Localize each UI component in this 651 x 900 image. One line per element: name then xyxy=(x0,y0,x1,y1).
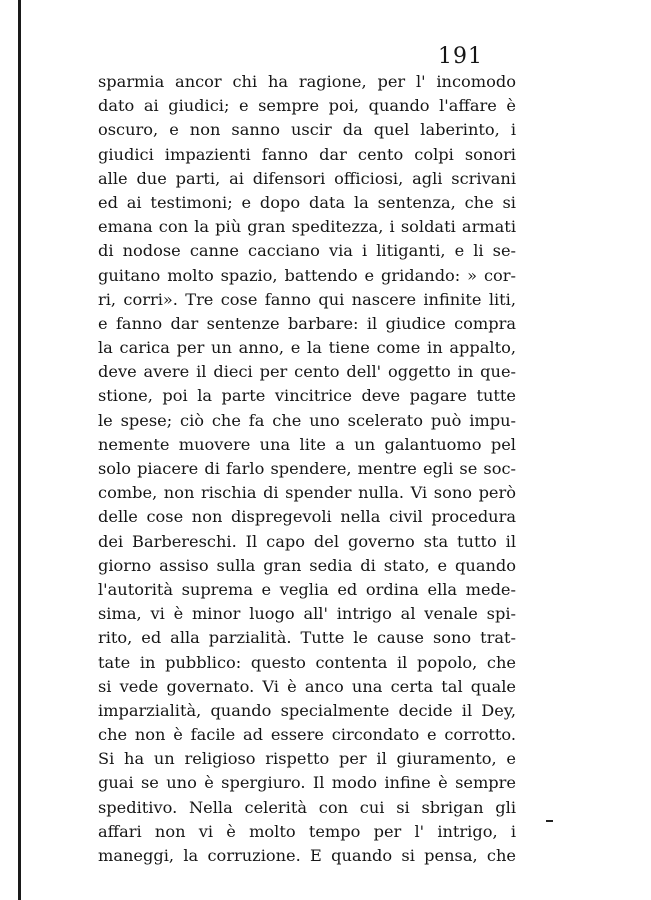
text-line: le spese; ciò che fa che uno scelerato può impu- xyxy=(98,410,516,430)
body-text xyxy=(98,70,516,868)
text-line: alle due parti, ai difensori officiosi, agli scrivani xyxy=(98,168,516,188)
text-line: la carica per un anno, e la tiene come in appalto, xyxy=(98,338,516,358)
text-line: tate in pubblico: questo contenta il popolo, che xyxy=(98,652,516,672)
text-line: si vede governato. Vi è anco una certa tal quale xyxy=(98,676,516,696)
text-line: speditivo. Nella celerità con cui si sbrigan gli xyxy=(98,797,516,817)
text-line: affari non vi è molto tempo per l' intrigo, i xyxy=(98,821,516,841)
text-line: imparzialità, quando specialmente decide il Dey, xyxy=(98,700,516,720)
text-line: sima, vi è minor luogo all' intrigo al venale spi- xyxy=(98,604,516,624)
page-number: 191 xyxy=(438,44,483,69)
text-line: sparmia ancor chi ha ragione, per l' incomodo xyxy=(98,72,516,91)
text-line: dei Barbereschi. Il capo del governo sta tutto il xyxy=(98,531,516,551)
text-line: e fanno dar sentenze barbare: il giudice compra xyxy=(98,313,516,333)
text-line: dato ai giudici; e sempre poi, quando l'affare è xyxy=(98,96,516,116)
binding-edge-line xyxy=(18,0,21,900)
text-line: delle cose non dispregevoli nella civil procedura xyxy=(98,507,516,527)
text-line: solo piacere di farlo spendere, mentre egli se soc- xyxy=(98,459,516,478)
text-line: di nodose canne cacciano via i litiganti, e li se- xyxy=(98,241,516,261)
text-line: giorno assiso sulla gran sedia di stato, e quando xyxy=(98,555,516,575)
text-line: guitano molto spazio, battendo e gridando: » cor- xyxy=(98,265,516,285)
text-line: nemente muovere una lite a un galantuomo pel xyxy=(98,434,516,454)
text-line: guai se uno è spergiuro. Il modo infine è sempre xyxy=(98,773,516,793)
text-line: oscuro, e non sanno uscir da quel laberinto, i xyxy=(98,120,516,140)
text-line: deve avere il dieci per cento dell' oggetto in que- xyxy=(98,362,516,382)
text-line: combe, non rischia di spender nulla. Vi sono però xyxy=(98,483,516,503)
text-line: l'autorità suprema e veglia ed ordina ella mede- xyxy=(98,579,516,599)
text-line: maneggi, la corruzione. E quando si pensa, che xyxy=(98,846,516,865)
text-line: ri, corri». Tre cose fanno qui nascere infinite liti, xyxy=(98,289,516,309)
text-line: emana con la più gran speditezza, i soldati armati xyxy=(98,217,516,237)
text-line: rito, ed alla parzialità. Tutte le cause sono trat- xyxy=(98,628,516,648)
margin-mark xyxy=(546,820,553,822)
text-line: Si ha un religioso rispetto per il giuramento, e xyxy=(98,749,516,769)
text-line: giudici impazienti fanno dar cento colpi sonori xyxy=(98,144,516,164)
text-line: che non è facile ad essere circondato e corrotto. xyxy=(98,725,516,745)
text-line: stione, poi la parte vincitrice deve pagare tutte xyxy=(98,386,516,406)
text-line: ed ai testimoni; e dopo data la sentenza, che si xyxy=(98,192,516,212)
